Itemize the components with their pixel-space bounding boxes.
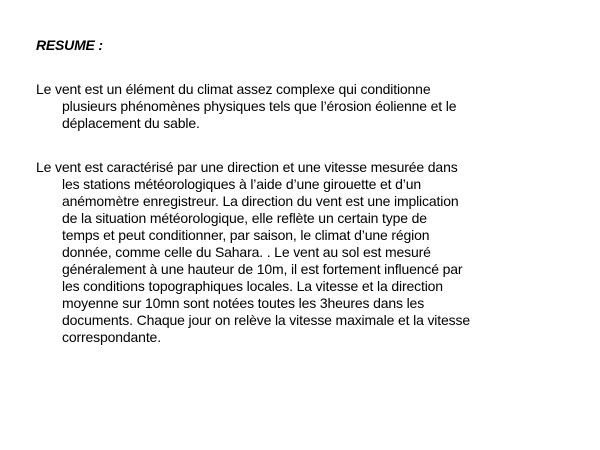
paragraph-line: les conditions topographiques locales. La vitesse et la direction bbox=[62, 278, 443, 294]
paragraph-line: déplacement du sable. bbox=[62, 115, 200, 131]
paragraph-line: généralement à une hauteur de 10m, il est fortement influencé par bbox=[62, 261, 463, 277]
paragraph-line: Le vent est un élément du climat assez complexe qui conditionne bbox=[36, 81, 431, 97]
paragraph-line: les stations météorologiques à l’aide d’une girouette et d’un bbox=[62, 176, 421, 192]
paragraph-line: correspondante. bbox=[62, 329, 161, 345]
paragraph-line: donnée, comme celle du Sahara. . Le vent au sol est mesuré bbox=[62, 244, 431, 260]
paragraph-line: anémomètre enregistreur. La direction du vent est une implication bbox=[62, 193, 459, 209]
paragraph-line: plusieurs phénomènes physiques tels que l’érosion éolienne et le bbox=[62, 98, 457, 114]
paragraph-line: moyenne sur 10mn sont notées toutes les 3heures dans les bbox=[62, 295, 425, 311]
paragraph-line: Le vent est caractérisé par une direction et une vitesse mesurée dans bbox=[36, 159, 458, 175]
paragraph-wind-element bbox=[36, 81, 566, 132]
paragraph-wind-characteristics bbox=[36, 159, 566, 346]
document-title: RESUME : bbox=[36, 37, 103, 53]
paragraph-line: temps et peut conditionner, par saison, le climat d’une région bbox=[62, 227, 430, 243]
paragraph-line: documents. Chaque jour on relève la vitesse maximale et la vitesse bbox=[62, 312, 470, 328]
paragraph-line: de la situation météorologique, elle reflète un certain type de bbox=[62, 210, 427, 226]
